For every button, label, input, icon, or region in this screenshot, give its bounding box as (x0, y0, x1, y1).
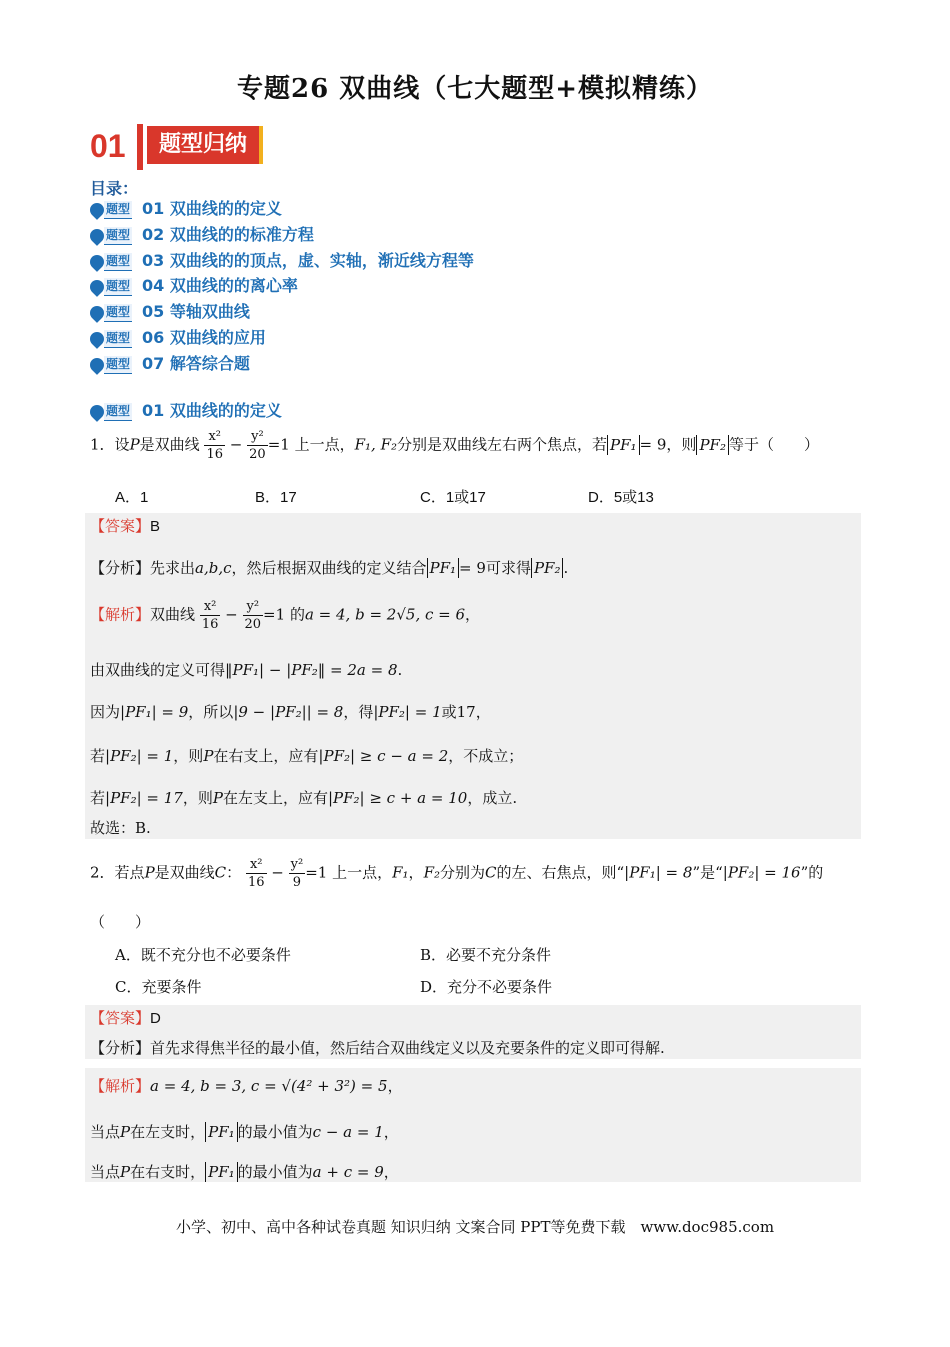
solve-1-line1: 【解析】双曲线 $\frac{\text{x²}}{16}$ − $\frac{\text{y²}}{20}$ =1 的a = 4, b = 2√5, c = 6， (90, 599, 481, 632)
solve-1-line2: 由双曲线的定义可得‖PF₁| − |PF₂‖ = 2a = 8. (90, 661, 403, 679)
fraction: $\frac{\text{x²}}{16}$ (206, 429, 223, 462)
solve-2-line2: 当点P在左支时， PF₁ 的最小值为c − a = 1， (90, 1123, 399, 1141)
page-footer: 小学、初中、高中各种试卷真题 知识归纳 文案合同 PPT等免费下载 www.doc985.com (175, 1218, 775, 1236)
tag-icon: 题型 (90, 356, 140, 374)
question-1: 1．设P是双曲线 $\frac{\text{x²}}{16}$ − $\frac{\text{y²}}{20}$ =1 上一点，F₁, F₂分别是双曲线左右两个焦点，若 PF₁ = 9，则 PF₂ 等于（ ） (90, 429, 819, 462)
section-heading: 题型 01 双曲线的的定义 (90, 398, 282, 424)
answer-2-line: 【答案】D (90, 1009, 161, 1027)
question-2: 2．若点P是双曲线C： $\frac{\text{x²}}{16}$ − $\frac{\text{y²}}{9}$ =1 上一点，F₁，F₂分别为C的左、右焦点，则“|PF₁| = 8”是“|PF₂| = 16”的 (90, 857, 824, 890)
badge-divider (137, 124, 143, 170)
analysis-1-line: 【分析】先求出a,b,c，然后根据双曲线的定义结合 PF₁ = 9可求得 PF₂ . (90, 559, 569, 577)
q1-option-b[interactable]: B．17 (255, 489, 297, 506)
analysis-2-line: 【分析】首先求得焦半径的最小值，然后结合双曲线定义以及充要条件的定义即可得解. (90, 1039, 665, 1057)
q1-option-d[interactable]: D．5或13 (588, 489, 654, 506)
tag-icon: 题型 (90, 278, 140, 296)
solve-2-line1: 【解析】a = 4, b = 3, c = √(4² + 3²) = 5， (90, 1077, 403, 1095)
toc-item-2[interactable]: 题型 02 双曲线的的标准方程 (90, 222, 314, 248)
solve-1-line6: 故选：B. (90, 819, 151, 837)
badge-number: 01 (90, 128, 126, 164)
q1-option-a[interactable]: A．1 (115, 489, 149, 506)
section-badge (90, 122, 270, 172)
q2-option-a[interactable]: A．既不充分也不必要条件 (115, 946, 291, 964)
toc-item-3[interactable]: 题型 03 双曲线的的顶点，虚、实轴，渐近线方程等 (90, 248, 474, 274)
tag-icon: 题型 (90, 330, 140, 348)
tag-icon: 题型 (90, 253, 140, 271)
tag-icon: 题型 (90, 227, 140, 245)
page-title: 专题26 双曲线（七大题型+模拟精练） (236, 74, 714, 104)
answer-1-line: 【答案】B (90, 517, 161, 535)
badge-label: 题型归纳 (147, 126, 263, 164)
solve-1-line3: 因为|PF₁| = 9，所以|9 − |PF₂|| = 8，得|PF₂| = 1或17， (90, 703, 491, 721)
toc-item-1[interactable]: 题型 01 双曲线的的定义 (90, 196, 282, 222)
toc-label: 目录： (90, 179, 139, 198)
q2-option-b[interactable]: B．必要不充分条件 (420, 946, 552, 964)
solve-1-line4: 若|PF₂| = 1，则P在右支上，应有|PF₂| ≥ c − a = 2，不成立； (90, 747, 524, 765)
solve-1-line5: 若|PF₂| = 17，则P在左支上，应有|PF₂| ≥ c + a = 10，成立. (90, 789, 518, 807)
q2-paren: （ ） (90, 913, 151, 931)
toc-item-4[interactable]: 题型 04 双曲线的的离心率 (90, 273, 298, 299)
tag-icon: 题型 (90, 403, 140, 421)
solve-2-line3: 当点P在右支时， PF₁ 的最小值为a + c = 9， (90, 1163, 399, 1181)
q2-option-d[interactable]: D．充分不必要条件 (420, 978, 553, 996)
q2-option-c[interactable]: C．充要条件 (115, 978, 202, 996)
fraction: $\frac{\text{y²}}{20}$ (249, 429, 266, 462)
toc-item-6[interactable]: 题型 06 双曲线的应用 (90, 325, 266, 351)
toc-item-7[interactable]: 题型 07 解答综合题 (90, 351, 250, 377)
tag-icon: 题型 (90, 304, 140, 322)
tag-icon: 题型 (90, 201, 140, 219)
toc-item-5[interactable]: 题型 05 等轴双曲线 (90, 299, 250, 325)
q1-option-c[interactable]: C．1或17 (420, 489, 486, 506)
